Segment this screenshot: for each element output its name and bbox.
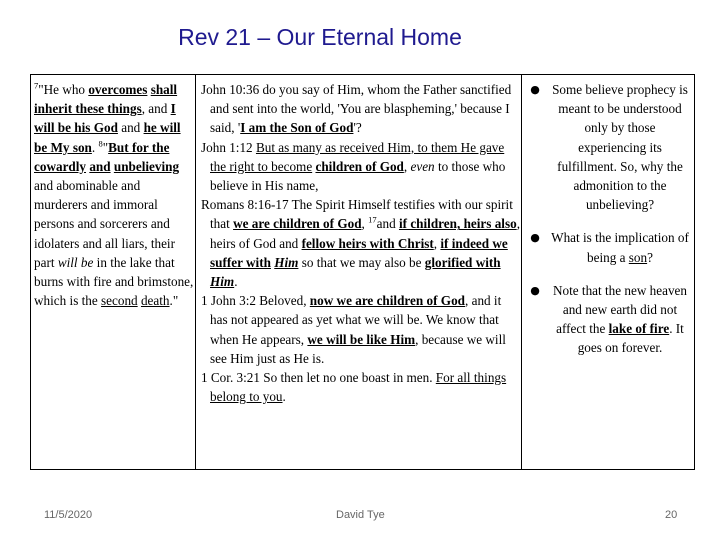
ref-1-cor-3-21: 1 Cor. 3:21 So then let no one boast in men. For all things belong to you. [201, 370, 507, 405]
ref-john-10-36: John 10:36 do you say of Him, whom the Father sanctified and sent into the world, 'You are blaspheming,' because I said, 'I am the Son of God'? [201, 82, 512, 136]
bullet-icon: ● [530, 283, 540, 297]
bullet-item: ● Some believe prophecy is meant to be understood only by those experiencing its fulfillment. So, why the admonition to the unbelieving? [528, 80, 690, 214]
cross-references [201, 80, 521, 406]
rev-passage: $^7$"He who overcomes shall inherit these things, and I will be his God and he will be My son. $^8$"But for the cowardly and unbelieving and abominable and murderers and immoral persons and sorcerers and idolaters and all liars, their part will be in the lake that burns with fire and brimstone, which is the second death." [34, 80, 194, 309]
bullet-item: ● What is the implication of being a son? [528, 228, 690, 266]
ref-1-john-3-2: 1 John 3:2 Beloved, now we are children of God, and it has not appeared as yet what we will be. We know that when He appears, we will be like Him, because we will see Him just as He is. [201, 293, 506, 366]
page-title: Rev 21 – Our Eternal Home [178, 24, 462, 50]
ref-john-1-12: John 1:12 But as many as received Him, to them He gave the right to become children of God, even to those who believe in His name, [201, 139, 506, 194]
ref-romans-8-16: Romans 8:16-17 The Spirit Himself testifies with our spirit that we are children of God, $^{17}$and if children, heirs also, heirs of God and fellow heirs with Christ, if indeed we suffer with Him so that we may also be glorified with Him. [201, 197, 520, 290]
bullet-item: ● Note that the new heaven and new earth did not affect the lake of fire. It goes on forever. [528, 281, 690, 358]
footer-date: 11/5/2020 [44, 509, 93, 521]
footer-page-number: 20 [665, 509, 678, 521]
footer-author: David Tye [336, 509, 385, 521]
column-divider-1 [195, 74, 196, 470]
bullet-icon: ● [530, 231, 540, 245]
bullet-icon: ● [530, 83, 540, 96]
column-divider-2 [521, 74, 522, 470]
commentary [528, 80, 690, 372]
